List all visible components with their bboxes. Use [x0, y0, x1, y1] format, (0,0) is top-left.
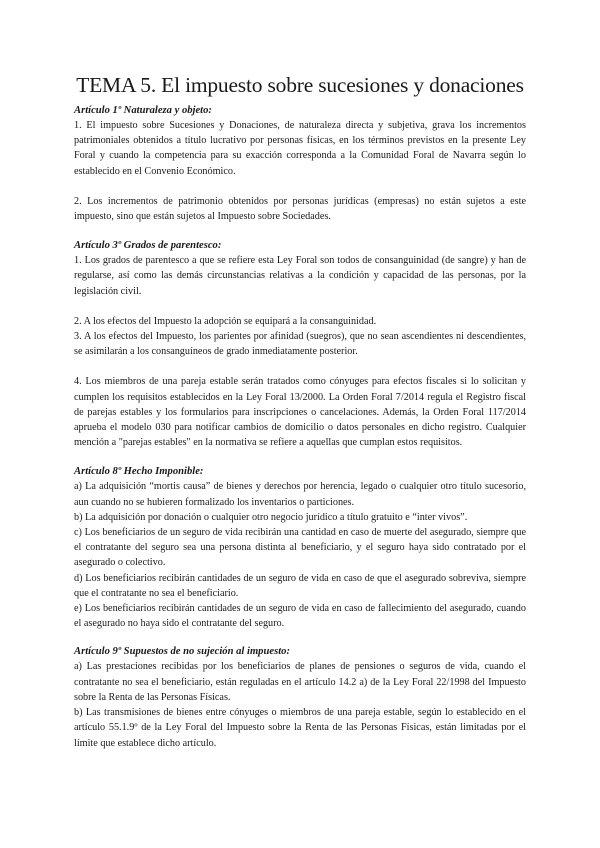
paragraph: d) Los beneficiarios recibirán cantidades de un seguro de vida en caso de que el asegurado sobreviva, siempre que el contratante no sea el beneficiario.	[74, 572, 526, 599]
paragraph: 3. A los efectos del Impuesto, los parientes por afinidad (suegros), que no sean ascendientes ni descendientes, se asimilarán a los consanguíneos de grado inmediatamente posterior.	[74, 331, 526, 358]
section-heading-articulo-8: Artículo 8º Hecho Imponible:	[74, 466, 204, 478]
section-heading-articulo-3: Artículo 3º Grados de parentesco:	[74, 240, 222, 252]
paragraph: c) Los beneficiarios de un seguro de vida recibirán una cantidad en caso de muerte del asegurado, siempre que el contratante del seguro sea una persona distinta al beneficiario, y el seguro haya sido contratado por el asegurado o colectivo.	[74, 527, 526, 569]
paragraph: b) La adquisición por donación o cualquier otro negocio jurídico a título gratuito e “inter vivos”.	[74, 511, 468, 523]
paragraph: e) Los beneficiarios recibirán cantidades de un seguro de vida en caso de fallecimiento del asegurado, cuando el asegurado no haya sido el contratante del seguro.	[74, 603, 526, 630]
paragraph: 1. El impuesto sobre Sucesiones y Donaciones, de naturaleza directa y subjetiva, grava los incrementos patrimoniales obtenidos a título lucrativo por personas físicas, en los términos previstos en la presente Ley Foral y cuando la competencia para su exacción corresponda a la Comunidad Foral de Navarra según lo establecido en el Convenio Económico.	[74, 120, 526, 177]
paragraph: a) La adquisición “mortis causa” de bienes y derechos por herencia, legado o cualquier otro título sucesorio, aun cuando no se hubieren formalizado los inventarios o particiones.	[74, 481, 526, 508]
document-page	[74, 70, 526, 751]
paragraph: 1. Los grados de parentesco a que se refiere esta Ley Foral son todos de consanguinidad (de sangre) y han de regularse, así como las demás circunstancias relativas a la condición y capacidad de las personas, por la legislación civil.	[74, 255, 526, 297]
section-heading-articulo-1: Artículo 1º Naturaleza y objeto:	[74, 105, 212, 116]
document-title: TEMA 5. El impuesto sobre sucesiones y donaciones	[76, 73, 524, 97]
section-heading-articulo-9: Artículo 9º Supuestos de no sujeción al impuesto:	[74, 646, 290, 658]
paragraph: a) Las prestaciones recibidas por los beneficiarios de planes de pensiones o seguros de vida, cuando el contratante no sea el beneficiario, están reguladas en el artículo 14.2 a) de la Ley Foral 22/1998 del Impuesto sobre la Renta de las Personas Físicas.	[74, 661, 526, 703]
paragraph: 2. Los incrementos de patrimonio obtenidos por personas jurídicas (empresas) no están sujetos a este impuesto, sino que están sujetos al Impuesto sobre Sociedades.	[74, 195, 526, 223]
paragraph: b) Las transmisiones de bienes entre cónyuges o miembros de una pareja estable, según lo establecido en el artículo 55.1.9º de la Ley Foral del Impuesto sobre la Renta de las Personas Físicas, están limitadas por el límite que establece dicho artículo.	[74, 707, 526, 749]
paragraph: 2. A los efectos del Impuesto la adopción se equipará a la consanguinidad.	[74, 315, 377, 327]
paragraph: 4. Los miembros de una pareja estable serán tratados como cónyuges para efectos fiscales si lo solicitan y cumplen los requisitos establecidos en la Ley Foral 13/2000. La Orden Foral 7/2014 regula el Registro fiscal de parejas estables y los formularios para inscripciones o cancelaciones. Además, la Orden Foral 117/2014 aprueba el modelo 030 para notificar cambios de domicilio o datos personales en dicho registro. Cualquier mención a "parejas estables" en la normativa se refiere a aquellas que cumplan estos requisitos.	[74, 376, 526, 449]
